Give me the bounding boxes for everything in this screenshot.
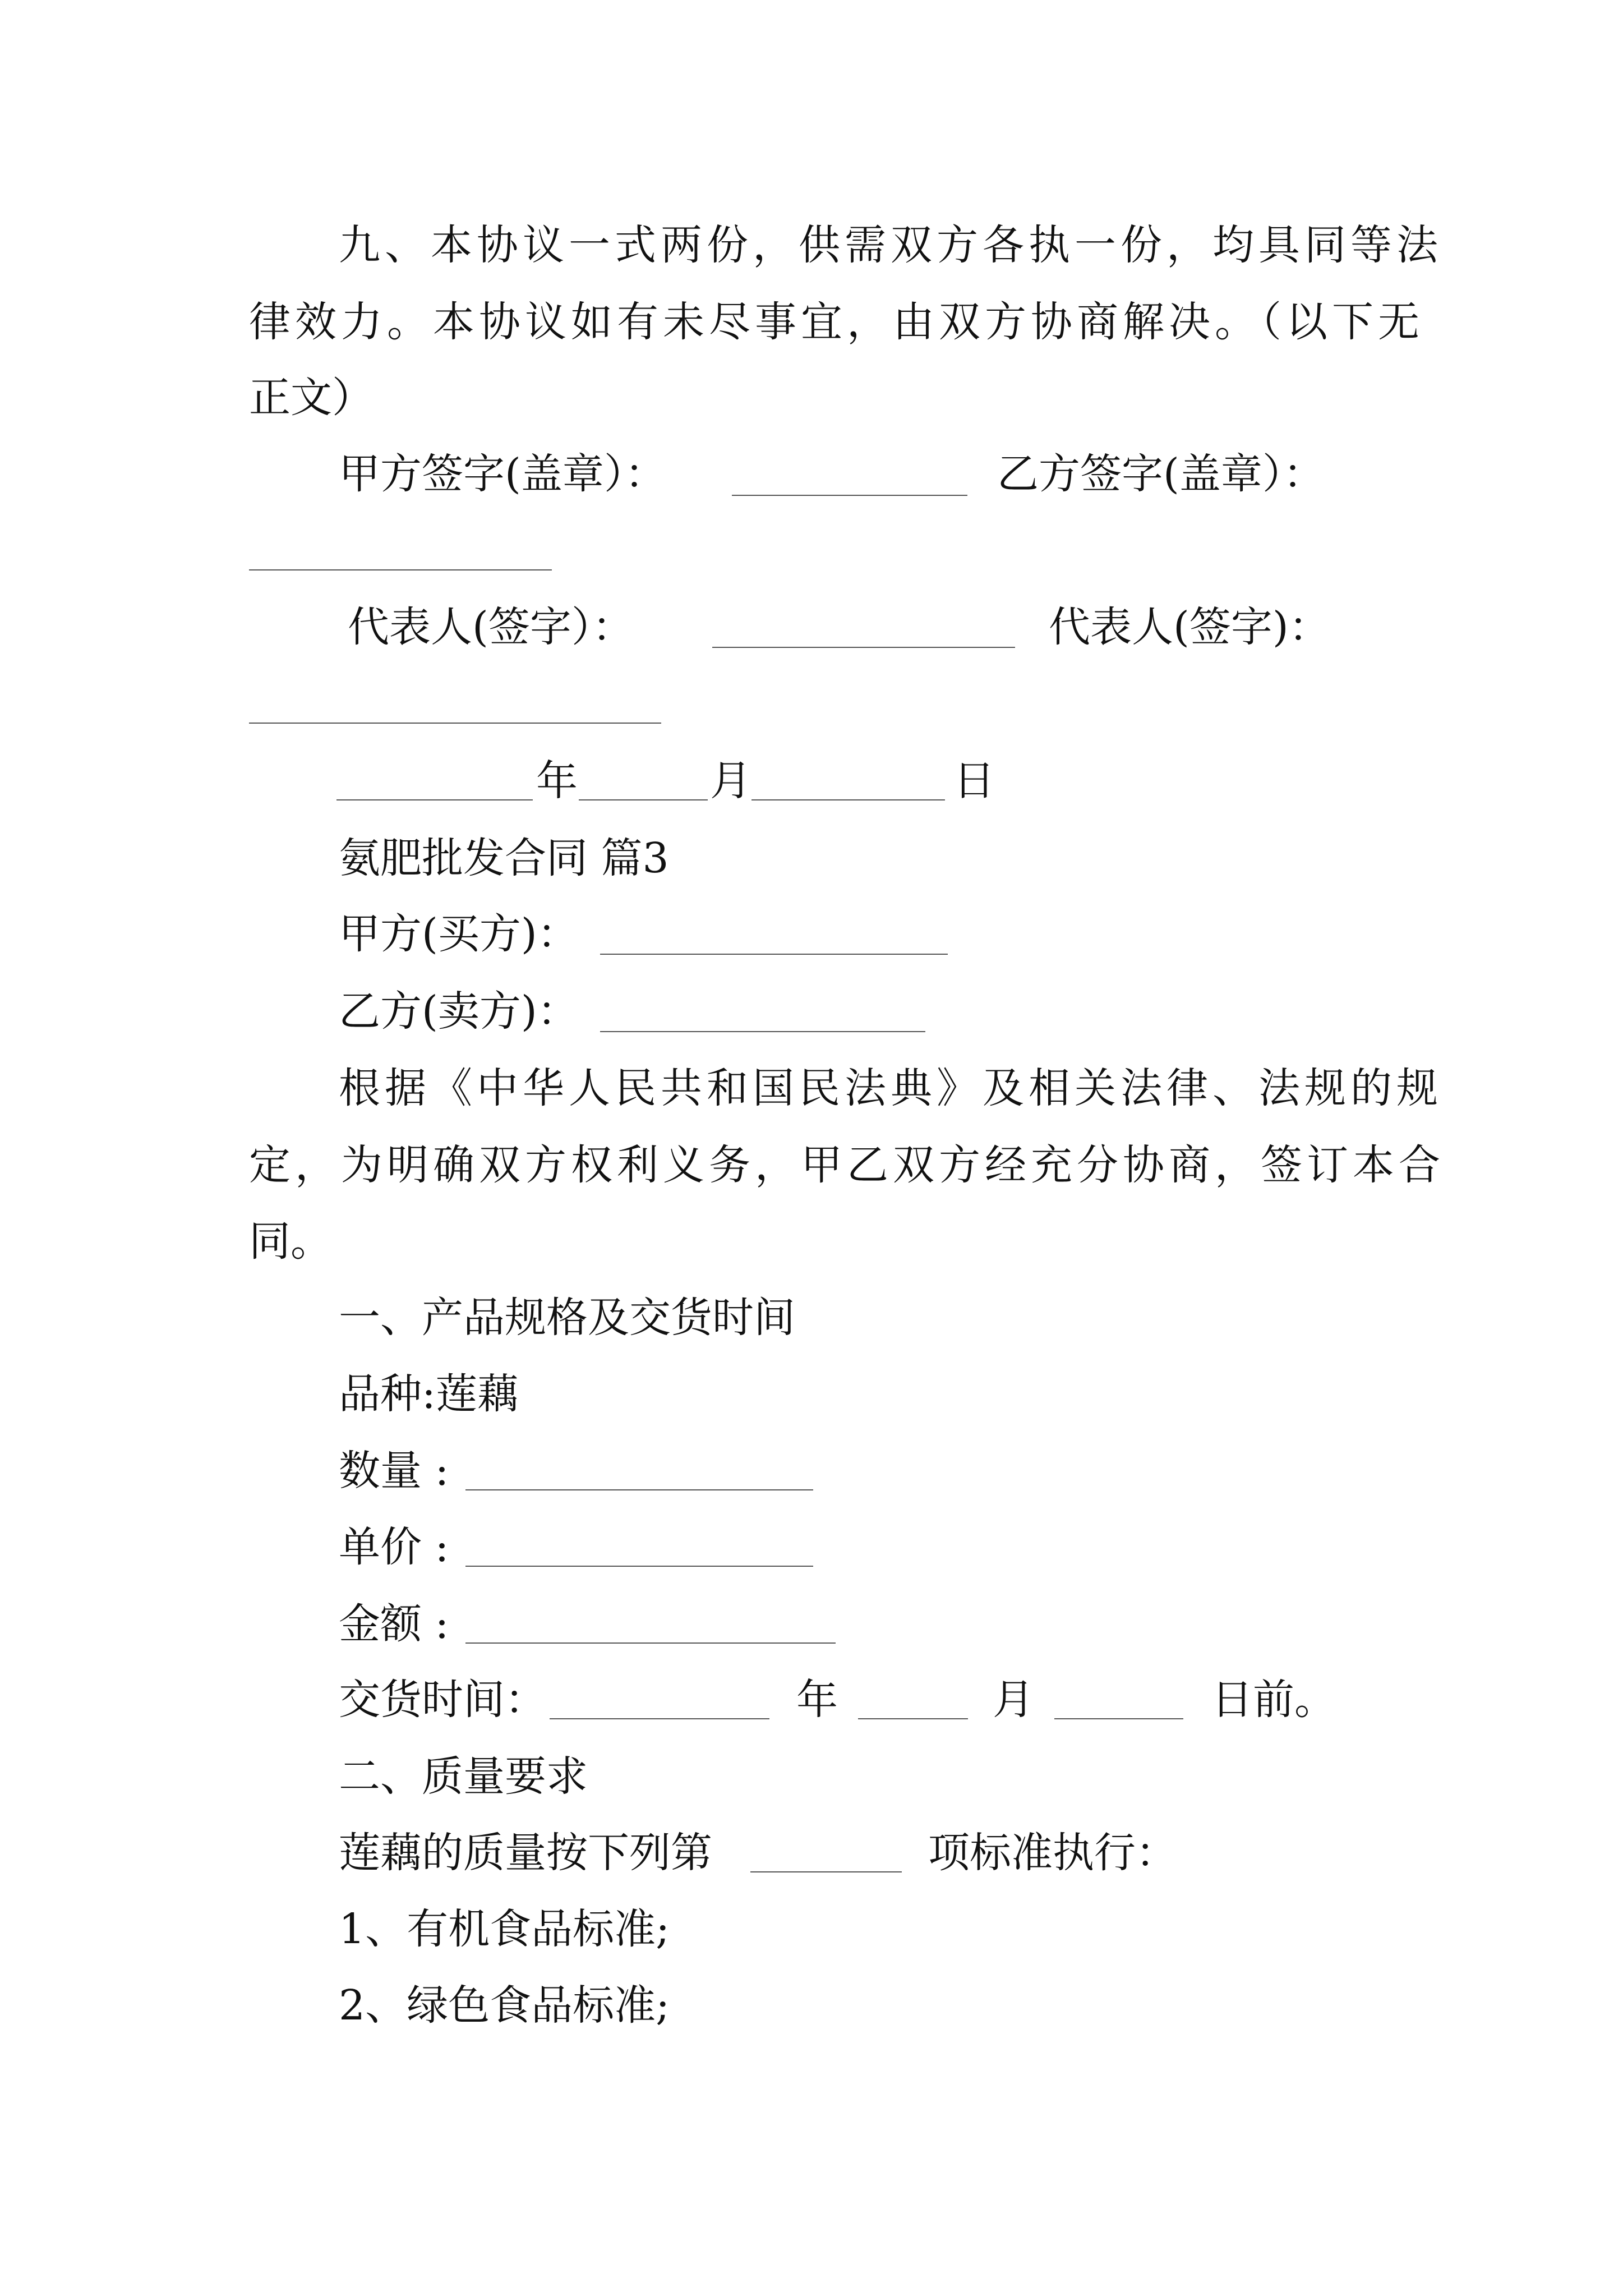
amount-label: 金额 : [339,1600,449,1648]
delivery-month-label: 月 [993,1676,1034,1724]
quality-standard-suffix: 项标准执行： [928,1829,1177,1877]
date-year-blank[interactable] [336,799,533,800]
variety-line: 品种:莲藕 [339,1370,519,1418]
date-day-blank[interactable] [751,799,945,800]
delivery-month-blank[interactable] [858,1718,968,1719]
party-a-signature-label: 甲方签字(盖章）： [339,450,666,498]
party-b-signature-label: 乙方签字(盖章）： [997,450,1325,498]
standard-item-1: 1、有机食品标准; [339,1905,670,1953]
party-b-signature-blank[interactable] [249,569,552,570]
clause-9-line-3: 正文） [249,374,374,422]
heading-product-specs: 一、产品规格及交货时间 [339,1294,795,1342]
party-b-seller-label: 乙方(卖方)： [339,987,579,1036]
preamble-line-2: 定，为明确双方权利义务，甲乙双方经充分协商，签订本合 [249,1141,1445,1189]
quality-standard-prefix: 莲藕的质量按下列第 [339,1829,712,1877]
date-month-blank[interactable] [579,799,708,800]
heading-quality: 二、质量要求 [339,1752,588,1801]
amount-blank[interactable] [465,1642,836,1644]
party-a-buyer-label: 甲方(买方)： [339,910,579,958]
delivery-time-label: 交货时间： [339,1676,546,1724]
clause-9-line-2: 律效力。本协议如有未尽事宜，由双方协商解决。（以下无 [249,298,1424,346]
party-a-representative-label: 代表人(签字）： [348,603,634,651]
party-a-representative-blank[interactable] [712,647,1015,648]
unit-price-blank[interactable] [465,1566,813,1567]
party-b-representative-label: 代表人(签字)： [1049,603,1330,651]
party-b-representative-blank[interactable] [249,723,661,724]
section-title: 氨肥批发合同 篇3 [339,834,669,882]
unit-price-label: 单价 : [339,1523,449,1571]
delivery-suffix: 日前。 [1211,1676,1336,1724]
delivery-day-blank[interactable] [1054,1718,1183,1719]
preamble-line-3: 同。 [249,1217,332,1266]
preamble-line-1: 根据《中华人民共和国民法典》及相关法律、法规的规 [339,1064,1442,1112]
clause-9-line-1: 九、本协议一式两份，供需双方各执一份，均具同等法 [339,221,1442,269]
party-a-signature-blank[interactable] [732,495,967,496]
delivery-year-blank[interactable] [550,1718,769,1719]
date-year-label: 年 [536,757,578,805]
party-b-seller-blank[interactable] [600,1031,925,1032]
quality-standard-blank[interactable] [750,1871,902,1872]
date-month-label: 月 [710,757,751,805]
party-a-buyer-blank[interactable] [600,954,948,955]
quantity-label: 数量 : [339,1447,449,1495]
standard-item-2: 2、绿色食品标准; [339,1981,670,2030]
quantity-blank[interactable] [465,1489,813,1490]
date-day-label: 日 [953,757,995,805]
delivery-year-label: 年 [796,1676,838,1724]
